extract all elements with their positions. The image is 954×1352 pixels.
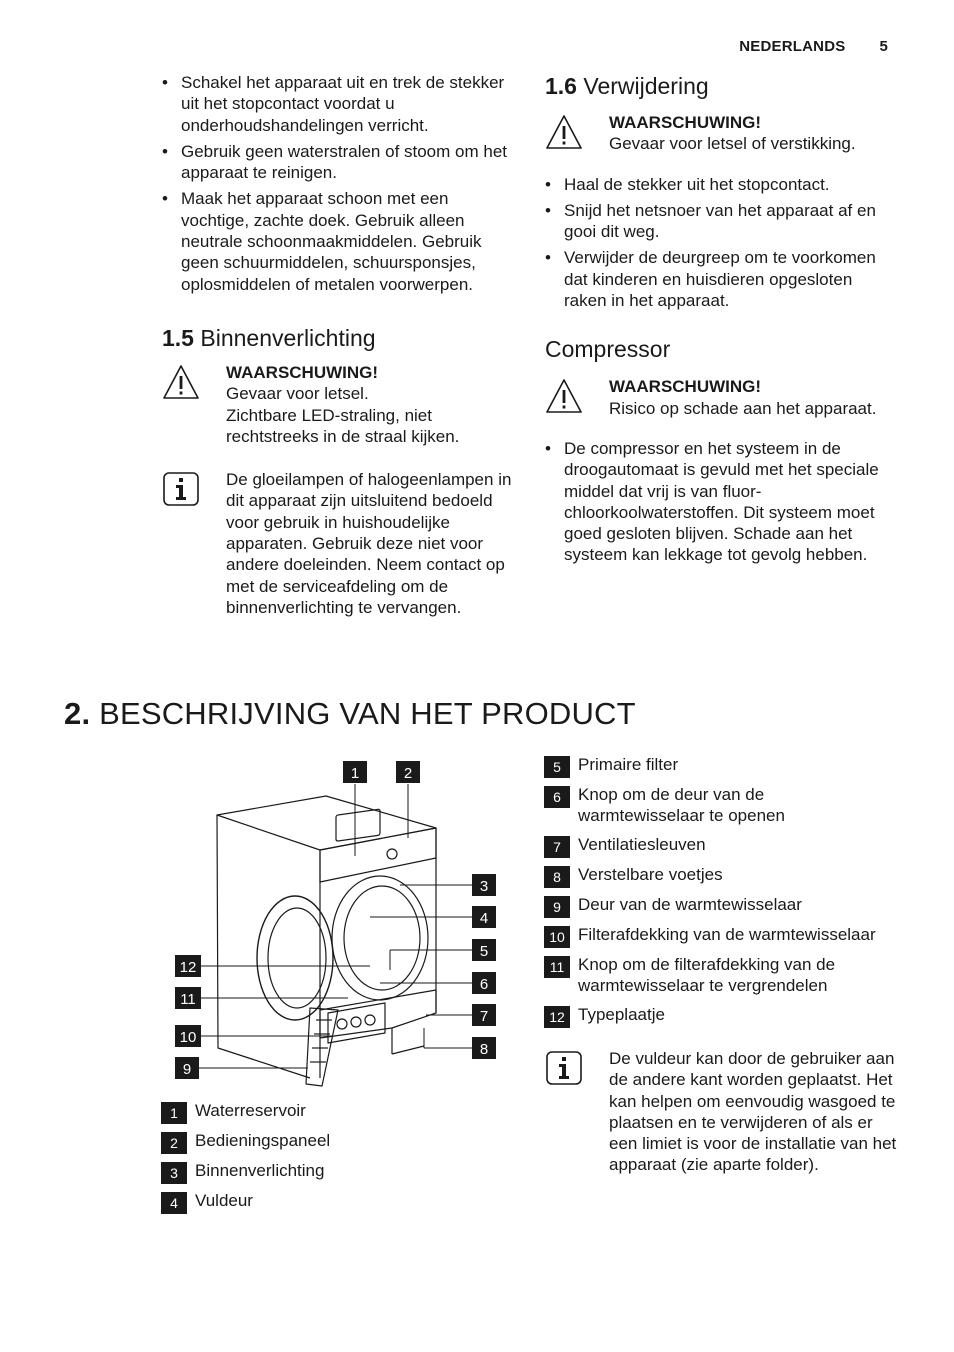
info-icon (545, 1050, 583, 1086)
legend-text: Knop om de deur van de warmtewisselaar te openen (578, 785, 785, 825)
legend-number: 11 (544, 956, 570, 978)
callout-label: 11 (180, 991, 196, 1008)
warning-icon (545, 378, 583, 414)
safety-bullets (162, 72, 514, 295)
legend-number: 10 (544, 926, 570, 948)
section-heading-1-6 (545, 72, 897, 100)
subsection-heading: Compressor (545, 336, 671, 363)
legend-right (544, 754, 894, 1034)
section-number: 1.5 (162, 324, 194, 351)
legend-text: Filterafdekking van de warmtewisselaar (578, 925, 876, 944)
legend-number: 2 (161, 1132, 187, 1154)
warning-block (545, 376, 897, 419)
info-text: De gloeilampen of halogeenlampen in dit apparaat zijn uitsluitend bedoeld voor gebruik in huishoudelijke apparaten. Gebruik deze niet voor andere doeleinden. Neem contact op met de serviceafdeling om de binnenverlichting te vervangen. (226, 470, 512, 617)
legend-item (544, 894, 894, 916)
legend-text: Vuldeur (195, 1191, 253, 1210)
list-item: • Maak het apparaat schoon met een vochtige, zachte doek. Gebruik alleen neutrale schoonmaakmiddelen. Gebruik geen schuurmiddelen, schuursponsjes, oplosmiddelen of metalen voorwerpen. (162, 188, 514, 294)
legend-text: Ventilatiesleuven (578, 835, 706, 854)
warning-text: Risico op schade aan het apparaat. (609, 398, 877, 418)
right-column (545, 72, 897, 571)
warning-text: Zichtbare LED-straling, niet rechtstreeks in de straal kijken. (226, 405, 460, 446)
dryer-illustration (217, 796, 436, 1086)
page-number: 5 (879, 38, 888, 55)
dryer-diagram (160, 758, 510, 1098)
legend-text: Knop om de filterafdekking van de warmtewisselaar te vergrendelen (578, 955, 836, 995)
legend-number: 4 (161, 1192, 187, 1214)
callout-label: 6 (479, 976, 489, 993)
legend-item (544, 784, 894, 826)
legend-text: Typeplaatje (578, 1005, 665, 1024)
legend-text: Verstelbare voetjes (578, 865, 723, 884)
legend-number: 6 (544, 786, 570, 808)
section-title: Binnenverlichting (200, 324, 376, 351)
legend-item (161, 1130, 513, 1152)
legend-text: Waterreservoir (195, 1101, 306, 1120)
legend-item (161, 1190, 513, 1212)
list-item: • Verwijder de deurgreep om te voorkomen dat kinderen en huisdieren opgesloten raken in het apparaat. (545, 247, 897, 311)
legend-number: 8 (544, 866, 570, 888)
legend-text: Deur van de warmtewisselaar (578, 895, 802, 914)
chapter-title: BESCHRIJVING VAN HET PRODUCT (99, 696, 636, 731)
callout-label: 12 (179, 959, 197, 976)
legend-text: Bedieningspaneel (195, 1131, 331, 1150)
list-item: • Snijd het netsnoer van het apparaat af en gooi dit weg. (545, 200, 897, 243)
warning-title: WAARSCHUWING! (609, 113, 762, 132)
callout-label: 7 (479, 1008, 489, 1025)
callout-label: 5 (479, 943, 489, 960)
callout-label: 8 (479, 1041, 489, 1058)
warning-icon (162, 364, 200, 400)
callout-label: 9 (182, 1061, 192, 1078)
callout-label: 2 (403, 765, 413, 782)
legend-item (544, 924, 894, 946)
warning-block (162, 362, 514, 447)
callout-label: 3 (479, 878, 489, 895)
info-text: De vuldeur kan door de gebruiker aan de andere kant worden geplaatst. Het kan helpen om eenvoudig wasgoed te plaatsen en te verwijderen of als er een limiet is voor de installatie van het apparaat (zie aparte folder). (609, 1049, 897, 1175)
legend-number: 3 (161, 1162, 187, 1184)
legend-number: 5 (544, 756, 570, 778)
legend-number: 9 (544, 896, 570, 918)
warning-icon (545, 114, 583, 150)
legend-text: Primaire filter (578, 755, 679, 774)
warning-text: Gevaar voor letsel of verstikking. (609, 134, 856, 154)
warning-title: WAARSCHUWING! (226, 362, 379, 382)
left-column (162, 72, 514, 618)
legend-number: 1 (161, 1102, 187, 1124)
disposal-bullets (545, 174, 897, 312)
warning-text: Gevaar voor letsel. (226, 384, 369, 404)
legend-item (544, 1004, 894, 1026)
legend-number: 7 (544, 836, 570, 858)
legend-left (161, 1100, 513, 1220)
chapter-heading (64, 696, 636, 732)
compressor-bullets (545, 438, 897, 566)
list-item: • Gebruik geen waterstralen of stoom om het apparaat te reinigen. (162, 141, 514, 184)
callout-label: 4 (479, 910, 489, 927)
legend-text: Binnenverlichting (195, 1161, 325, 1180)
legend-item (544, 864, 894, 886)
info-icon (162, 471, 200, 507)
legend-number: 12 (544, 1006, 570, 1028)
chapter-number: 2. (64, 696, 91, 731)
info-block (162, 469, 514, 618)
section-title: Verwijdering (583, 73, 709, 99)
legend-item (161, 1100, 513, 1122)
info-block (545, 1048, 897, 1176)
section-heading-1-5 (162, 324, 514, 352)
legend-item (544, 954, 894, 996)
warning-title: WAARSCHUWING! (609, 377, 762, 397)
callout-label: 1 (350, 765, 360, 782)
page-header (705, 38, 888, 55)
legend-item (544, 754, 894, 776)
info-block-2 (545, 1048, 897, 1176)
list-item: • Haal de stekker uit het stopcontact. (545, 174, 897, 195)
list-item: • Schakel het apparaat uit en trek de stekker uit het stopcontact voordat u onderhoudshandelingen verricht. (162, 72, 514, 136)
section-number: 1.6 (545, 73, 577, 99)
callout-label: 10 (179, 1029, 197, 1046)
warning-block (545, 112, 897, 155)
list-item: • De compressor en het systeem in de droogautomaat is gevuld met het speciale middel dat vrij is van fluor-chloorkoolwaterstoffen. Dit systeem moet goed gesloten blijven. Schade aan het systeem kan lekkage tot gevolg hebben. (545, 438, 897, 566)
legend-item (161, 1160, 513, 1182)
header-language: NEDERLANDS (739, 38, 846, 55)
legend-item (544, 834, 894, 856)
